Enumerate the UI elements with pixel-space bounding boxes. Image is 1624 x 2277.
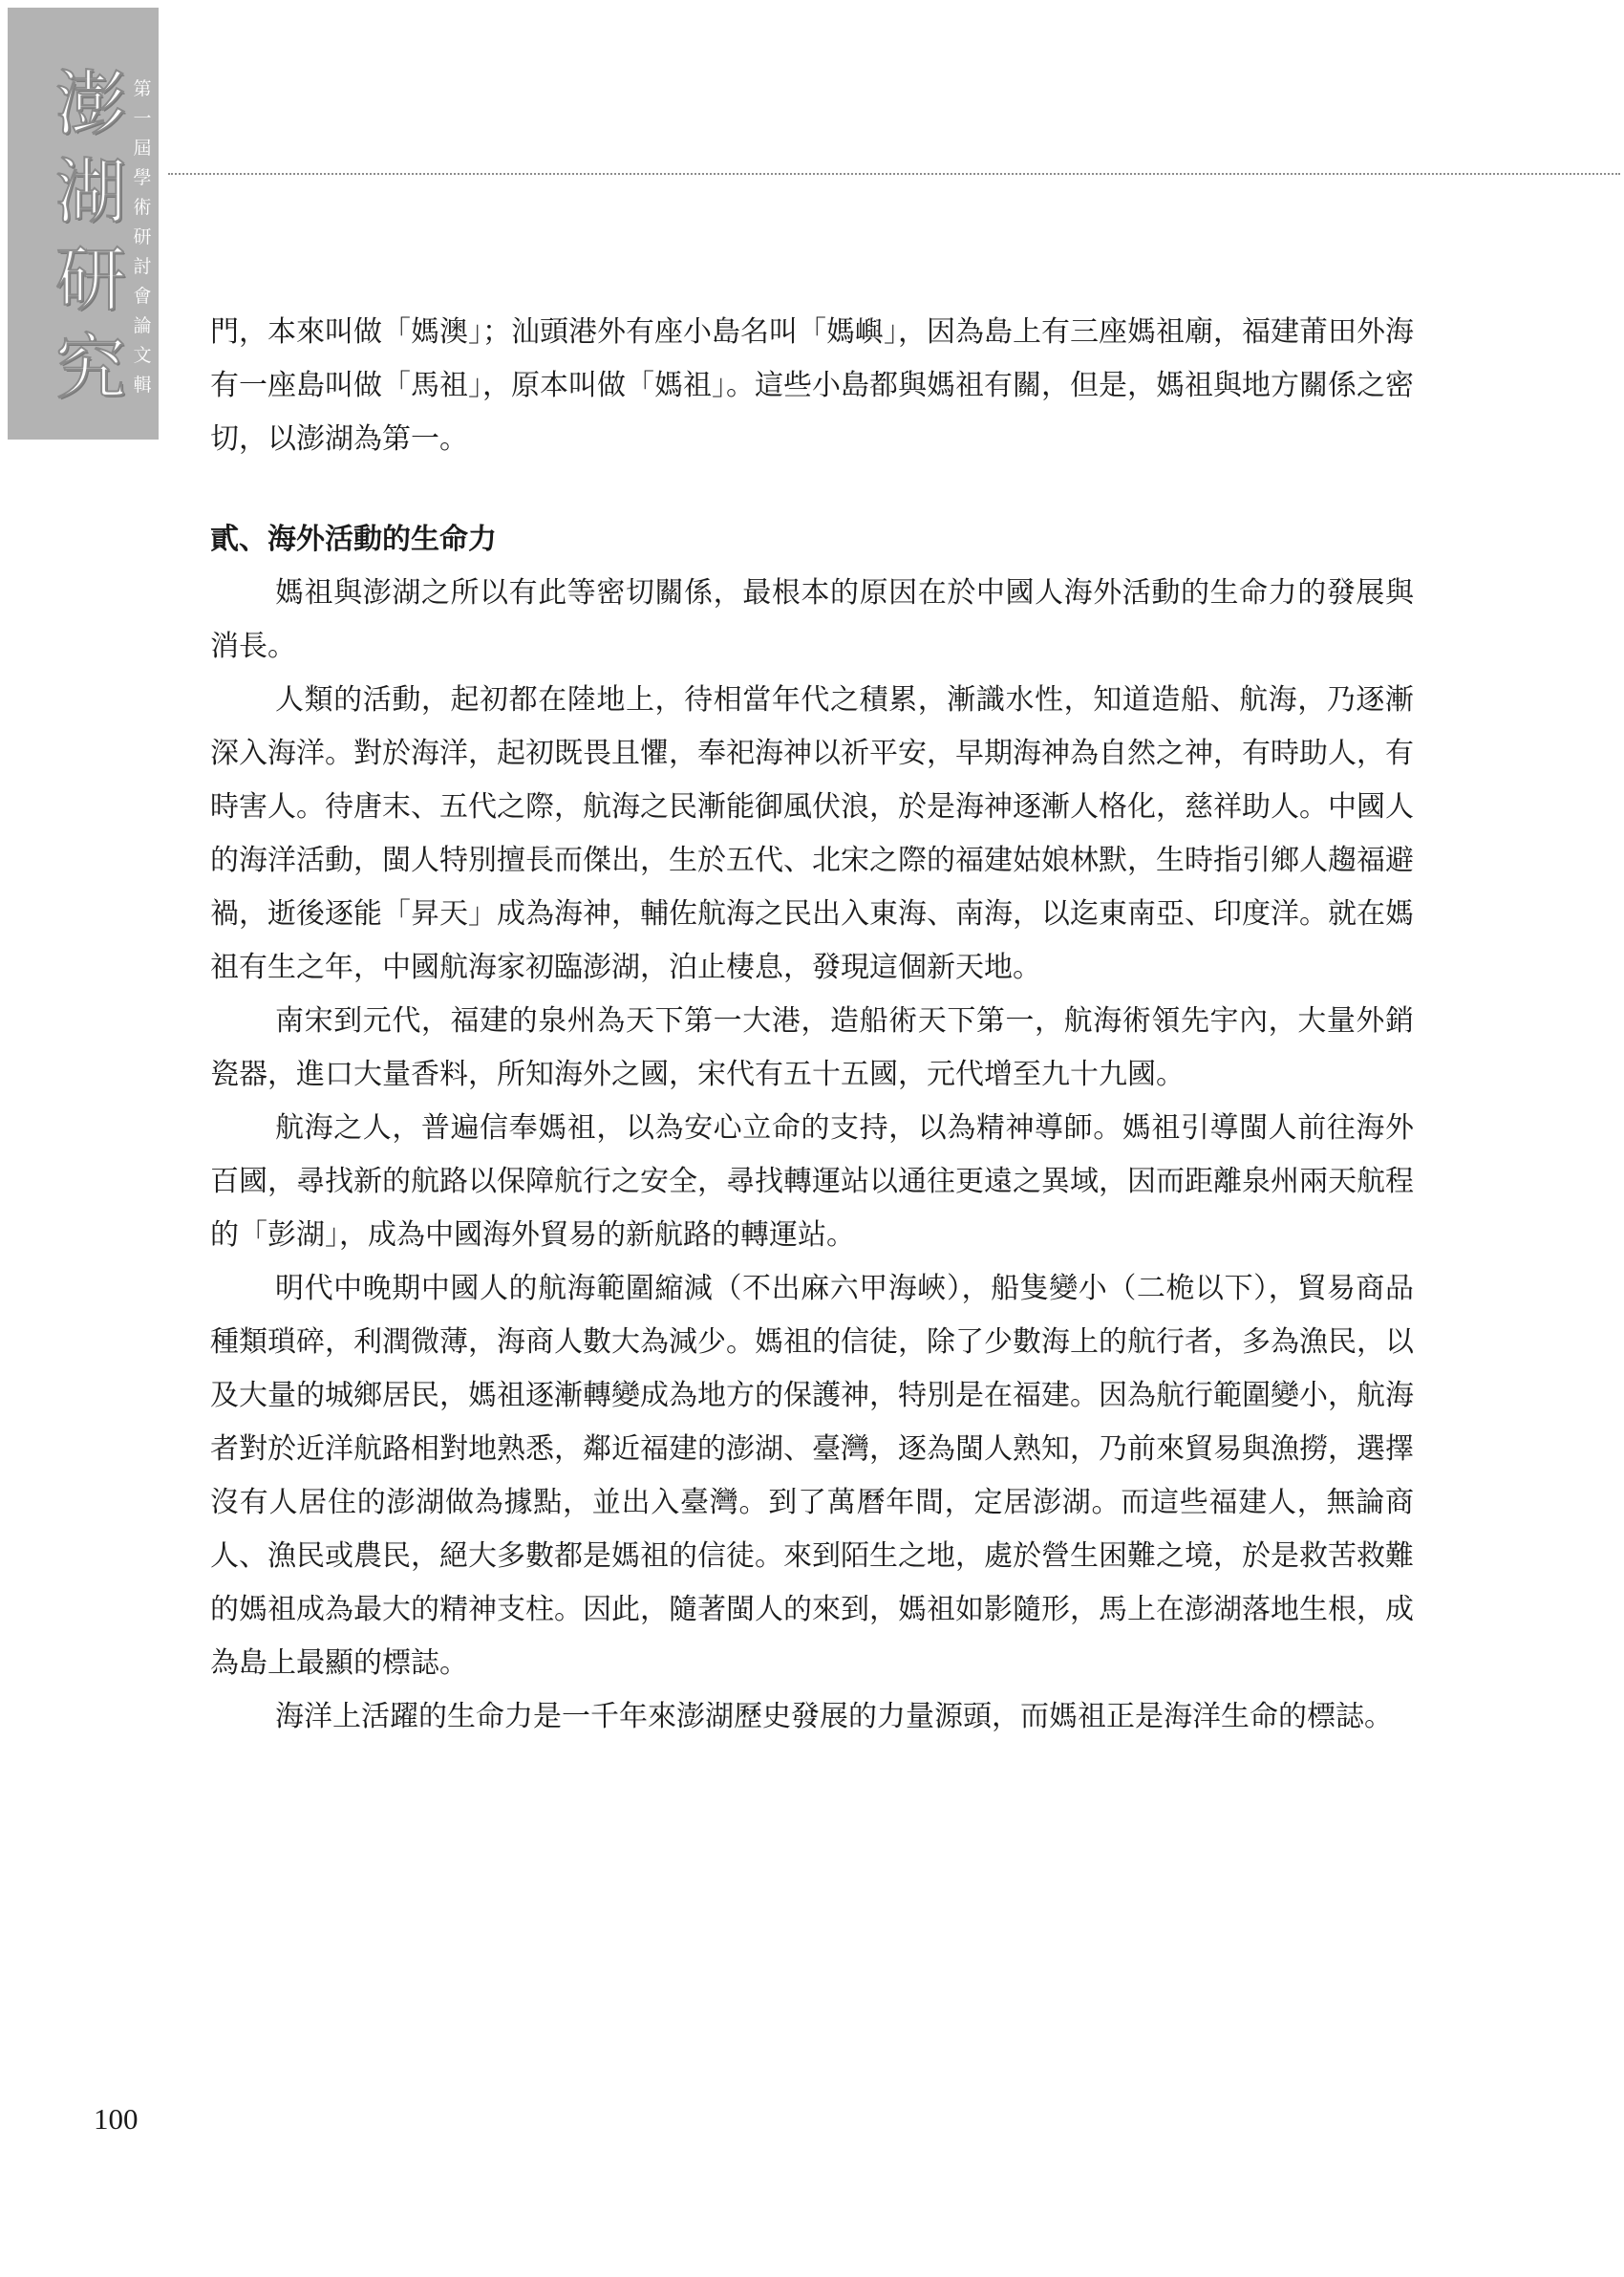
series-subtitle-char: 會 (133, 286, 152, 307)
page-number: 100 (94, 2102, 139, 2136)
series-title-char: 澎 (55, 63, 126, 145)
main-text (210, 306, 1414, 1744)
series-subtitle-char: 討 (133, 256, 152, 277)
series-subtitle-char: 屆 (133, 138, 152, 159)
series-subtitle-char: 文 (133, 345, 152, 366)
series-subtitle-char: 學 (133, 167, 152, 188)
series-subtitle-char: 輯 (133, 375, 152, 396)
paragraph: 人類的活動，起初都在陸地上，待相當年代之積累，漸識水性，知道造船、航海，乃逐漸深入海洋。對於海洋，起初既畏且懼，奉祀海神以祈平安，早期海神為自然之神，有時助人，有時害人。待唐末、五代之際，航海之民漸能御風伏浪，於是海神逐漸人格化，慈祥助人。中國人的海洋活動，閩人特別擅長而傑出，生於五代、北宋之際的福建姑娘林默，生時指引鄉人趨福避禍，逝後逐能「昇天」成為海神，輔佐航海之民出入東海、南海，以迄東南亞、印度洋。就在媽祖有生之年，中國航海家初臨澎湖，泊止棲息，發現這個新天地。 (210, 683, 1414, 984)
series-subtitle-char: 研 (133, 226, 152, 247)
series-subtitle-char: 第 (133, 78, 152, 99)
paragraph: 媽祖與澎湖之所以有此等密切關係，最根本的原因在於中國人海外活動的生命力的發展與消長。 (210, 576, 1414, 663)
series-title (50, 60, 132, 412)
series-title-char: 研 (55, 239, 126, 321)
series-subtitle-char: 術 (133, 197, 152, 218)
series-title-char: 湖 (55, 151, 126, 233)
series-title-char: 究 (55, 327, 126, 409)
section-heading: 貳、海外活動的生命力 (210, 523, 497, 556)
continued-paragraph: 門，本來叫做「媽澳」；汕頭港外有座小島名叫「媽嶼」，因為島上有三座媽祖廟，福建莆田外海有一座島叫做「馬祖」，原本叫做「媽祖」。這些小島都與媽祖有關，但是，媽祖與地方關係之密切，以澎湖為第一。 (210, 315, 1414, 456)
paragraph: 航海之人，普遍信奉媽祖，以為安心立命的支持，以為精神導師。媽祖引導閩人前往海外百國，尋找新的航路以保障航行之安全，尋找轉運站以通往更遠之異域，因而距離泉州兩天航程的「彭湖」，成為中國海外貿易的新航路的轉運站。 (210, 1111, 1414, 1252)
series-subtitle (128, 75, 157, 400)
paragraph: 海洋上活躍的生命力是一千年來澎湖歷史發展的力量源頭，而媽祖正是海洋生命的標誌。 (275, 1700, 1393, 1733)
series-subtitle-char: 一 (133, 108, 152, 129)
paragraph: 明代中晚期中國人的航海範圍縮減（不出麻六甲海峽），船隻變小（二桅以下），貿易商品種類瑣碎，利潤微薄，海商人數大為減少。媽祖的信徒，除了少數海上的航行者，多為漁民，以及大量的城鄉居民，媽祖逐漸轉變成為地方的保護神，特別是在福建。因為航行範圍變小，航海者對於近洋航路相對地熟悉，鄰近福建的澎湖、臺灣，逐為閩人熟知，乃前來貿易與漁撈，選擇沒有人居住的澎湖做為據點，並出入臺灣。到了萬曆年間，定居澎湖。而這些福建人，無論商人、漁民或農民，絕大多數都是媽祖的信徒。來到陌生之地，處於營生困難之境，於是救苦救難的媽祖成為最大的精神支柱。因此，隨著閩人的來到，媽祖如影隨形，馬上在澎湖落地生根，成為島上最顯的標誌。 (210, 1272, 1414, 1680)
header-rule (168, 173, 1620, 175)
paragraph: 南宋到元代，福建的泉州為天下第一大港，造船術天下第一，航海術領先宇內，大量外銷瓷器，進口大量香料，所知海外之國，宋代有五十五國，元代增至九十九國。 (210, 1004, 1414, 1091)
series-subtitle-char: 論 (133, 315, 152, 336)
